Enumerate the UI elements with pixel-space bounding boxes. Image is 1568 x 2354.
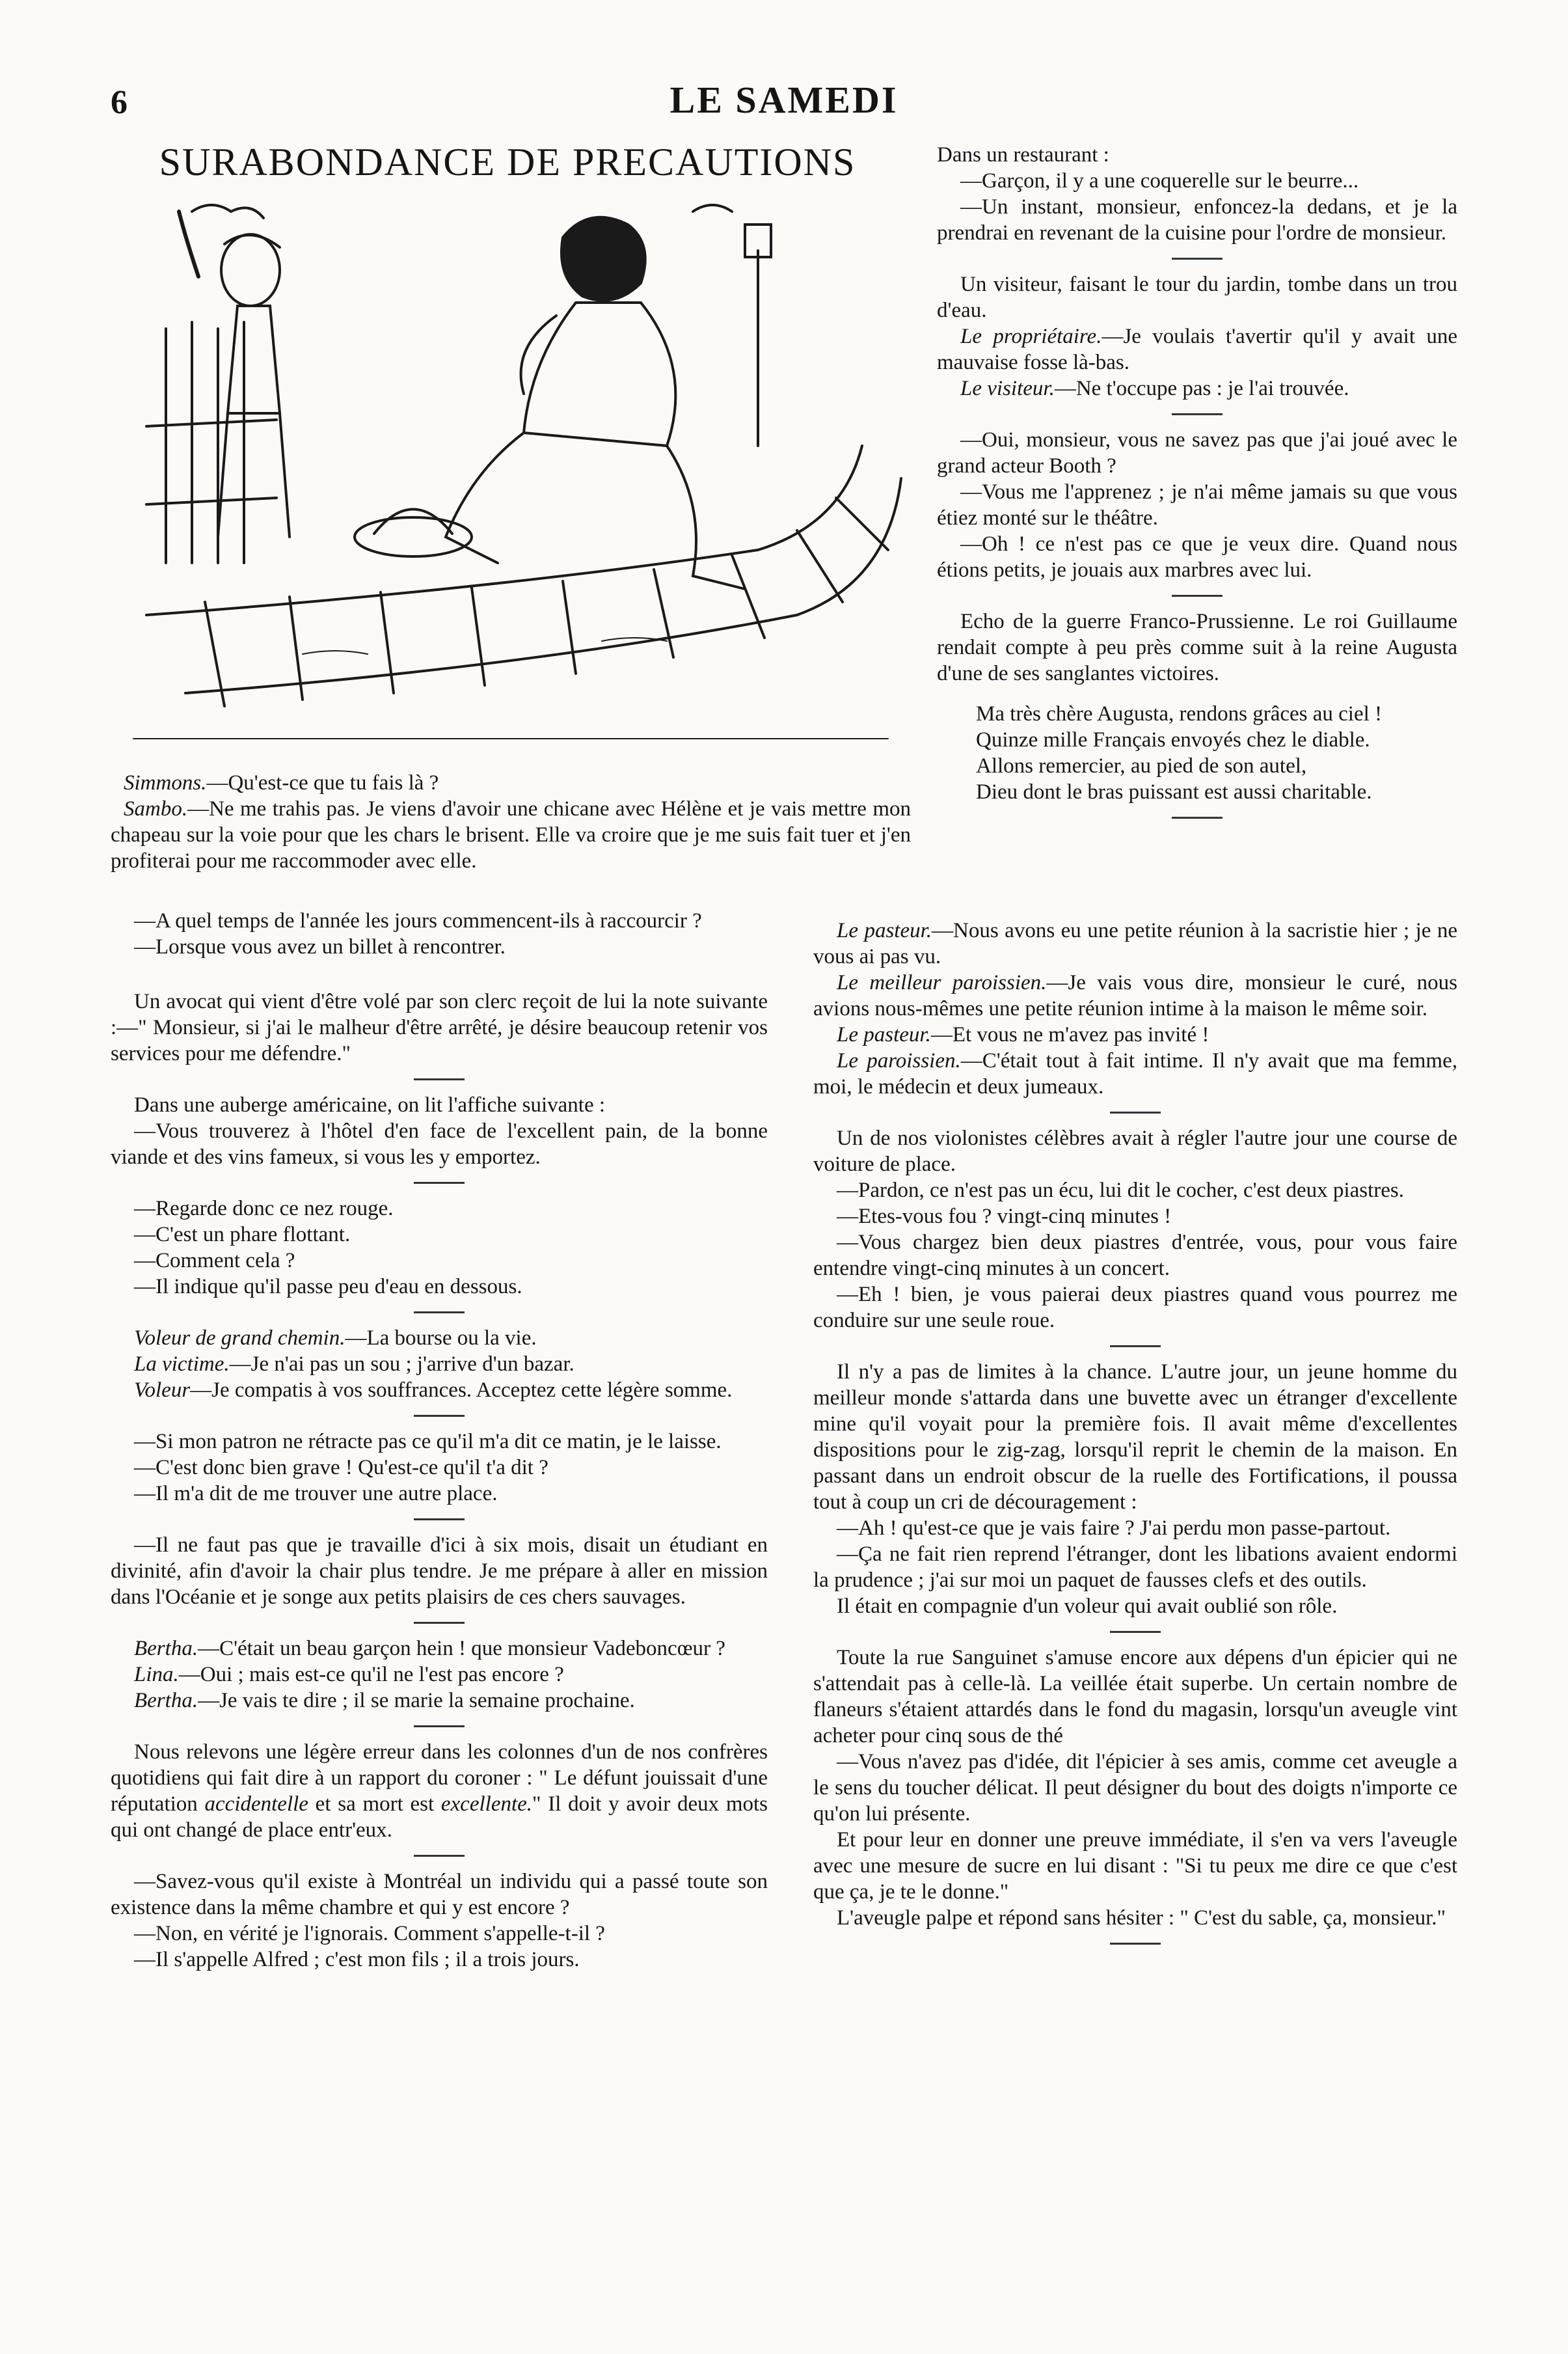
poem-line: Allons remercier, au pied de son autel, bbox=[976, 754, 1307, 778]
right-column-bottom bbox=[813, 918, 1457, 1956]
separator-rule bbox=[414, 1182, 465, 1184]
paragraph bbox=[111, 1739, 768, 1843]
left-column bbox=[111, 908, 768, 1973]
separator-rule bbox=[414, 1518, 465, 1520]
speaker: Bertha. bbox=[134, 1637, 198, 1660]
paragraph: —Lorsque vous avez un billet à rencontrer. bbox=[134, 935, 506, 959]
paragraph: —Eh ! bien, je vous paierai deux piastres quand vous pourrez me conduire sur une seule roue. bbox=[813, 1283, 1457, 1332]
text-run: Nous relevons une légère erreur dans les colonnes d'un de nos confrères quotidiens qui fait dire à un rapport du coroner : " Le défunt jouissait d'une réputation bbox=[111, 1740, 768, 1816]
paragraph: —Vous n'avez pas d'idée, dit l'épicier à ses amis, comme cet aveugle a le sens du toucher délicat. Il peut désigner du bout des doigts n'importe ce qu'on lui présente. bbox=[813, 1750, 1457, 1826]
paragraph: —Ah ! qu'est-ce que je vais faire ? J'ai perdu mon passe-partout. bbox=[837, 1516, 1391, 1540]
separator-rule bbox=[1172, 817, 1223, 819]
paragraph: Et pour leur en donner une preuve immédiate, il s'en va vers l'aveugle avec une mesure de sucre en lui disant : "Si tu peux me dire ce que c'est que ça, je te le donne." bbox=[813, 1828, 1457, 1904]
paragraph: Dans une auberge américaine, on lit l'affiche suivante : bbox=[134, 1093, 606, 1117]
paragraph: —Etes-vous fou ? vingt-cinq minutes ! bbox=[837, 1205, 1172, 1228]
paragraph: —Regarde donc ce nez rouge. bbox=[134, 1197, 394, 1220]
paragraph: —C'est un phare flottant. bbox=[134, 1223, 351, 1246]
separator-rule bbox=[1110, 1631, 1161, 1633]
paragraph: —Oh ! ce n'est pas ce que je veux dire. Quand nous étions petits, je jouais aux marbres avec lui. bbox=[937, 532, 1457, 582]
dialogue: —Je vais te dire ; il se marie la semaine prochaine. bbox=[198, 1689, 635, 1712]
dialogue: —C'était un beau garçon hein ! que monsieur Vadeboncœur ? bbox=[198, 1637, 725, 1660]
speaker: Le propriétaire. bbox=[960, 325, 1102, 348]
headline: SURABONDANCE DE PRECAUTIONS bbox=[159, 141, 856, 184]
speaker: Le meilleur paroissien. bbox=[837, 971, 1047, 994]
poem-line: Dieu dont le bras puissant est aussi charitable. bbox=[976, 780, 1372, 804]
separator-rule bbox=[1110, 1345, 1161, 1347]
poem-line: Ma très chère Augusta, rendons grâces au ciel ! bbox=[976, 702, 1383, 726]
text-run: et sa mort est bbox=[308, 1792, 441, 1816]
caption-text: —Ne me trahis pas. Je viens d'avoir une chicane avec Hélène et je vais mettre mon chapeau sur la voie pour que les chars le brisent. Elle va croire que je me suis fait tuer et j'en profiterai pour me raccommoder avec elle. bbox=[111, 797, 911, 873]
speaker: Le visiteur. bbox=[960, 377, 1055, 400]
paragraph: —Savez-vous qu'il existe à Montréal un individu qui a passé toute son existence dans la même chambre et qui y est encore ? bbox=[111, 1870, 768, 1919]
separator-rule bbox=[414, 1311, 465, 1313]
dialogue: —Oui ; mais est-ce qu'il ne l'est pas encore ? bbox=[178, 1663, 564, 1686]
speaker: Le pasteur. bbox=[837, 1023, 931, 1047]
caption-speaker: Sambo. bbox=[124, 797, 188, 821]
separator-rule bbox=[414, 1855, 465, 1857]
paragraph: —Pardon, ce n'est pas un écu, lui dit le cocher, c'est deux piastres. bbox=[837, 1179, 1404, 1202]
dialogue: —La bourse ou la vie. bbox=[345, 1326, 537, 1350]
separator-rule bbox=[414, 1725, 465, 1727]
italic-word: accidentelle bbox=[204, 1792, 308, 1816]
cartoon-caption bbox=[111, 770, 911, 874]
separator-rule bbox=[1172, 258, 1223, 260]
speaker: Le pasteur. bbox=[837, 919, 932, 942]
masthead: LE SAMEDI bbox=[669, 79, 899, 121]
dialogue: —Je n'ai pas un sou ; j'arrive d'un bazar. bbox=[229, 1352, 574, 1376]
paragraph: Toute la rue Sanguinet s'amuse encore aux dépens d'un épicier qui ne s'attendait pas à celle-là. La veillée était superbe. Un certain nombre de flaneurs s'étaient attardés dans le fond du magasin, lorsqu'un aveugle vint acheter pour cinq sous de thé bbox=[813, 1646, 1457, 1747]
paragraph: —Vous chargez bien deux piastres d'entrée, vous, pour vous faire entendre vingt-cinq minutes à un concert. bbox=[813, 1231, 1457, 1280]
separator-rule bbox=[414, 1415, 465, 1417]
speaker: La victime. bbox=[134, 1352, 230, 1376]
dialogue: —Nous avons eu une petite réunion à la sacristie hier ; je ne vous ai pas vu. bbox=[813, 919, 1457, 968]
dialogue: —Je compatis à vos souffrances. Acceptez cette légère somme. bbox=[190, 1378, 733, 1402]
paragraph: —A quel temps de l'année les jours commencent-ils à raccourcir ? bbox=[134, 909, 702, 933]
separator-rule bbox=[414, 1078, 465, 1080]
paragraph: Il était en compagnie d'un voleur qui avait oublié son rôle. bbox=[837, 1594, 1338, 1618]
dialogue: —C'était tout à fait intime. Il n'y avait que ma femme, moi, le médecin et deux jumeaux. bbox=[813, 1049, 1457, 1099]
paragraph: Un visiteur, faisant le tour du jardin, tombe dans un trou d'eau. bbox=[937, 273, 1457, 322]
paragraph: —Vous me l'apprenez ; je n'ai même jamais su que vous étiez monté sur le théâtre. bbox=[937, 480, 1457, 530]
speaker: Lina. bbox=[134, 1663, 179, 1686]
paragraph: Un avocat qui vient d'être volé par son clerc reçoit de lui la note suivante :—" Monsieur, si j'ai le malheur d'être arrêté, je désire beaucoup retenir vos services pour me défendre." bbox=[111, 990, 768, 1065]
speaker: Voleur bbox=[134, 1378, 191, 1402]
poem bbox=[937, 701, 1457, 805]
paragraph: Un de nos violonistes célèbres avait à régler l'autre jour une course de voiture de place. bbox=[813, 1127, 1457, 1176]
page-number: 6 bbox=[111, 84, 128, 121]
paragraph: —Oui, monsieur, vous ne savez pas que j'ai joué avec le grand acteur Booth ? bbox=[937, 428, 1457, 478]
separator-rule bbox=[414, 1622, 465, 1624]
right-column-top bbox=[937, 142, 1457, 830]
speaker: Voleur de grand chemin. bbox=[134, 1326, 345, 1350]
paragraph: Dans un restaurant : bbox=[937, 143, 1109, 167]
separator-rule bbox=[1172, 595, 1223, 597]
paragraph: Echo de la guerre Franco-Prussienne. Le roi Guillaume rendait compte à peu près comme suit à la reine Augusta d'une de ses sanglantes victoires. bbox=[937, 610, 1457, 685]
paragraph: —Il ne faut pas que je travaille d'ici à six mois, disait un étudiant en divinité, afin d'avoir la chair plus tendre. Je me prépare à aller en mission dans l'Océanie et je songe aux petits plaisirs de ces chers sauvages. bbox=[111, 1533, 768, 1609]
separator-rule bbox=[1110, 1112, 1161, 1114]
paragraph: —Garçon, il y a une coquerelle sur le beurre... bbox=[960, 169, 1359, 193]
paragraph: —Si mon patron ne rétracte pas ce qu'il m'a dit ce matin, je le laisse. bbox=[134, 1430, 722, 1453]
separator-rule bbox=[1110, 1943, 1161, 1945]
paragraph: —Non, en vérité je l'ignorais. Comment s'appelle-t-il ? bbox=[134, 1922, 605, 1945]
dialogue: —Je voulais t'avertir qu'il y avait une mauvaise fosse là-bas. bbox=[937, 325, 1457, 374]
dialogue: —Et vous ne m'avez pas invité ! bbox=[930, 1023, 1210, 1047]
paragraph: —Un instant, monsieur, enfoncez-la dedans, et je la prendrai en revenant de la cuisine pour l'ordre de monsieur. bbox=[937, 195, 1457, 245]
paragraph: Il n'y a pas de limites à la chance. L'autre jour, un jeune homme du meilleur monde s'attarda dans une buvette avec un étranger d'excellente mine qu'il voyait pour la première fois. Il avait même d'excellentes dispositions pour le zig-zag, lorsqu'il reprit le chemin de la maison. En passant dans un endroit obscur de la ruelle des Fortifications, il poussa tout à coup un cri de découragement : bbox=[813, 1360, 1457, 1514]
caption-text: —Qu'est-ce que tu fais là ? bbox=[206, 771, 439, 795]
paragraph: —Il indique qu'il passe peu d'eau en dessous. bbox=[134, 1275, 522, 1298]
paragraph: —Vous trouverez à l'hôtel d'en face de l'excellent pain, de la bonne viande et des vins fameux, si vous les y emportez. bbox=[111, 1119, 768, 1169]
text-run: " Il doit y avoir deux mots qui ont changé de place entr'eux. bbox=[111, 1792, 768, 1842]
speaker: Le paroissien. bbox=[837, 1049, 961, 1073]
paragraph: —Il m'a dit de me trouver une autre place. bbox=[134, 1482, 498, 1505]
poem-line: Quinze mille Français envoyés chez le diable. bbox=[976, 728, 1370, 752]
paragraph: —C'est donc bien grave ! Qu'est-ce qu'il t'a dit ? bbox=[134, 1456, 548, 1479]
caption-speaker: Simmons. bbox=[124, 771, 207, 795]
cartoon-illustration bbox=[107, 198, 908, 771]
dialogue: —Ne t'occupe pas : je l'ai trouvée. bbox=[1054, 377, 1349, 400]
separator-rule bbox=[1172, 413, 1223, 415]
paragraph: —Ça ne fait rien reprend l'étranger, dont les libations avaient endormi la prudence ; j'ai sur moi un paquet de fausses clefs et des outils. bbox=[813, 1542, 1457, 1592]
speaker: Bertha. bbox=[134, 1689, 198, 1712]
paragraph: —Il s'appelle Alfred ; c'est mon fils ; il a trois jours. bbox=[134, 1948, 580, 1971]
italic-word: excellente. bbox=[440, 1792, 533, 1816]
dialogue: —Je vais vous dire, monsieur le curé, nous avions nous-mêmes une petite réunion intime à la maison le même soir. bbox=[813, 971, 1457, 1020]
paragraph: —Comment cela ? bbox=[134, 1249, 295, 1272]
paragraph: L'aveugle palpe et répond sans hésiter : " C'est du sable, ça, monsieur." bbox=[837, 1906, 1446, 1930]
